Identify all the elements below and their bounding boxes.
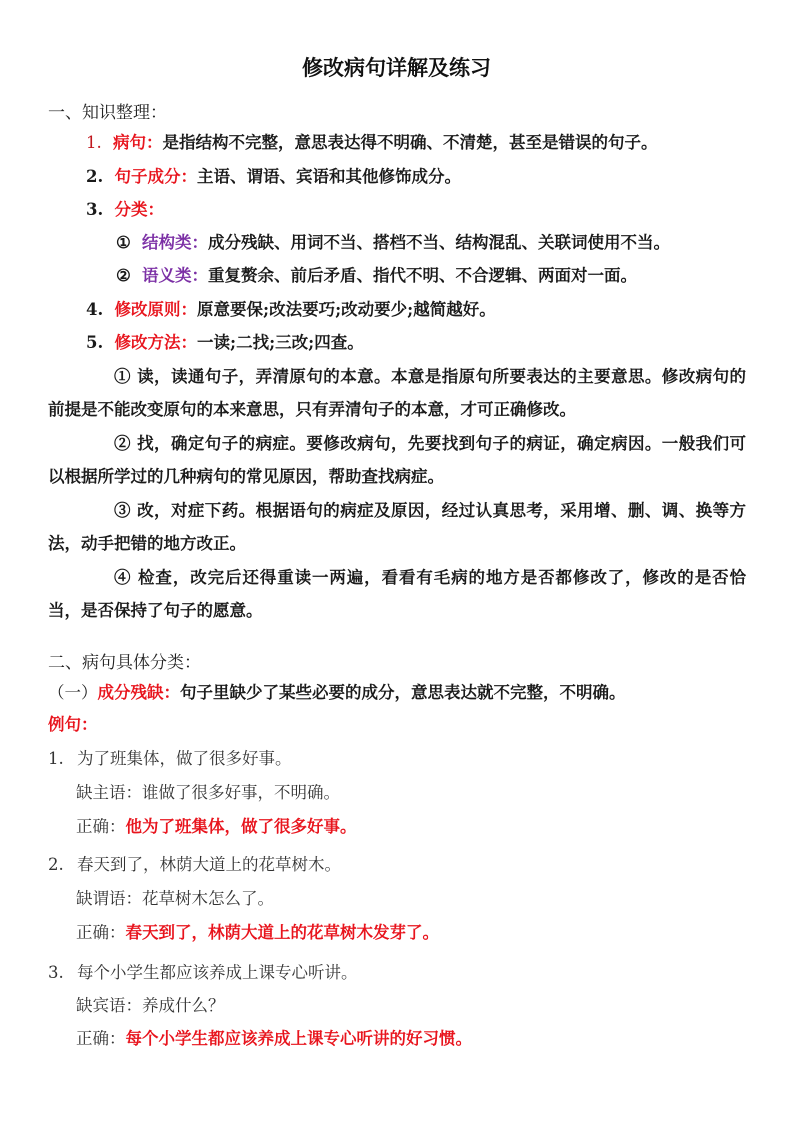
example-1-sentence: 1. 为了班集体，做了很多好事。 — [48, 749, 292, 768]
example-2-sentence: 2. 春天到了，林荫大道上的花草树木。 — [48, 855, 341, 874]
subsection-missing-components: （一）成分残缺：句子里缺少了某些必要的成分，意思表达就不完整，不明确。 — [48, 683, 626, 702]
category-semantic: ② 语义类：重复赘余、前后矛盾、指代不明、不合逻辑、两面对一面。 — [116, 266, 638, 285]
method-find: ② 找，确定句子的病症。要修改病句，先要找到句子的病证，确定病因。一般我们可以根据所学过的几种病句的常见原因，帮助查找病症。 — [48, 434, 746, 486]
example-2-issue: 缺谓语：花草树木怎么了。 — [76, 889, 274, 908]
section1-heading: 一、知识整理： — [48, 103, 167, 123]
knowledge-item-1: 1. 病句：是指结构不完整，意思表达得不明确、不清楚，甚至是错误的句子。 — [86, 133, 658, 152]
section2-heading: 二、病句具体分类： — [48, 653, 201, 673]
method-check: ④ 检查，改完后还得重读一两遍，看看有毛病的地方是否都修改了，修改的是否恰当，是否保持了句子的愿意。 — [48, 568, 746, 620]
example-3-sentence: 3. 每个小学生都应该养成上课专心听讲。 — [48, 963, 358, 982]
example-2-fix: 正确：春天到了，林荫大道上的花草树木发芽了。 — [76, 923, 439, 942]
example-3-issue: 缺宾语：养成什么？ — [76, 996, 225, 1015]
example-1-issue: 缺主语：谁做了很多好事，不明确。 — [76, 783, 340, 802]
method-read: ① 读，读通句子，弄清原句的本意。本意是指原句所要表达的主要意思。修改病句的前提是不能改变原句的本来意思，只有弄清句子的本意，才可正确修改。 — [48, 367, 746, 419]
knowledge-item-4: 4. 修改原则：原意要保;改法要巧;改动要少;越简越好。 — [86, 300, 496, 319]
knowledge-item-3: 3. 分类： — [86, 200, 164, 219]
example-1-fix: 正确：他为了班集体，做了很多好事。 — [76, 817, 357, 836]
method-fix: ③ 改，对症下药。根据语句的病症及原因，经过认真思考，采用增、删、调、换等方法，动手把错的地方改正。 — [48, 501, 746, 553]
page-title: 修改病句详解及练习 — [302, 55, 491, 80]
category-structure: ① 结构类：成分残缺、用词不当、搭档不当、结构混乱、关联词使用不当。 — [116, 233, 671, 252]
knowledge-item-5: 5. 修改方法：一读;二找;三改;四查。 — [86, 333, 364, 352]
example-3-fix: 正确：每个小学生都应该养成上课专心听讲的好习惯。 — [76, 1029, 472, 1048]
knowledge-item-2: 2. 句子成分：主语、谓语、宾语和其他修饰成分。 — [86, 167, 461, 186]
example-label: 例句： — [48, 715, 98, 734]
